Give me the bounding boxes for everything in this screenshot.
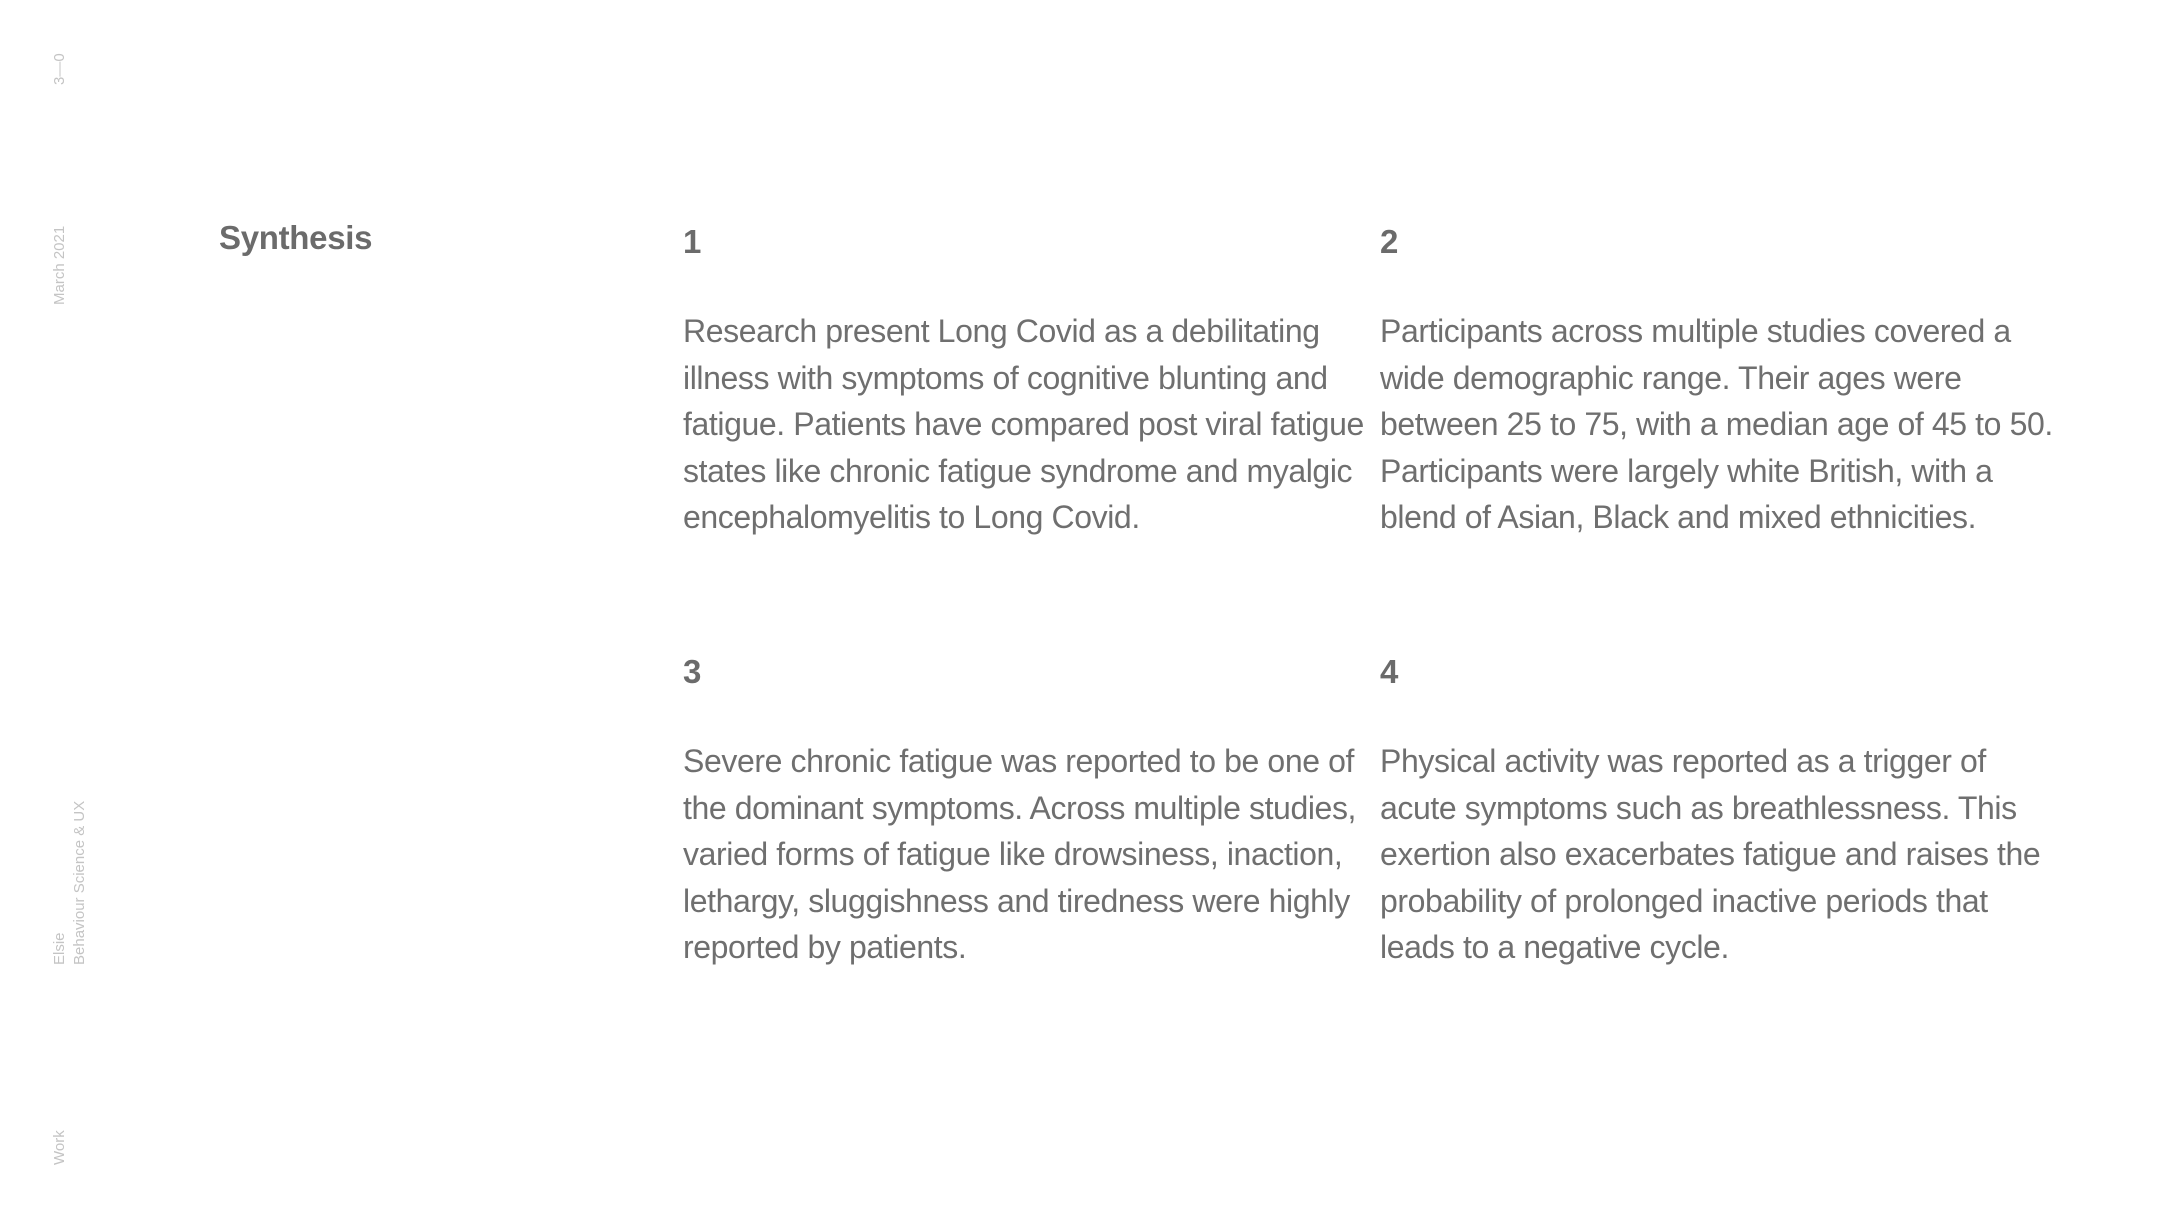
finding-number: 4	[1380, 653, 1399, 690]
finding-text: Research present Long Covid as a debilitating illness with symptoms of cognitive blunting and fatigue. Patients have compared post viral fatigue states like chronic fatigue syndrome and myalgic encephalomyelitis to Long Covid.	[683, 313, 1364, 535]
section-label: Work	[51, 1130, 68, 1165]
finding-block	[683, 218, 1373, 541]
finding-number: 1	[683, 223, 702, 260]
finding-text: Severe chronic fatigue was reported to be one of the dominant symptoms. Across multiple studies, varied forms of fatigue like drowsiness, inaction, lethargy, sluggishness and tiredness were highly reported by patients.	[683, 743, 1357, 965]
finding-text: Participants across multiple studies covered a wide demographic range. Their ages were between 25 to 75, with a median age of 45 to 50. Participants were largely white British, with a blend of Asian, Black and mixed ethnicities.	[1380, 313, 2053, 535]
author-name: Elsie	[51, 932, 68, 965]
finding-number: 2	[1380, 223, 1399, 260]
finding-number: 3	[683, 653, 702, 690]
finding-block	[683, 648, 1373, 971]
finding-block	[1380, 218, 2070, 541]
author-label	[50, 801, 90, 965]
page-title: Synthesis	[219, 219, 373, 256]
page-number-label: 3—0	[51, 53, 68, 85]
finding-block	[1380, 648, 2070, 971]
finding-text: Physical activity was reported as a trigger of acute symptoms such as breathlessness. This exertion also exacerbates fatigue and raises the probability of prolonged inactive periods that leads to a negative cycle.	[1380, 743, 2041, 965]
date-label: March 2021	[51, 225, 68, 305]
author-role: Behaviour Science & UX	[71, 800, 88, 965]
